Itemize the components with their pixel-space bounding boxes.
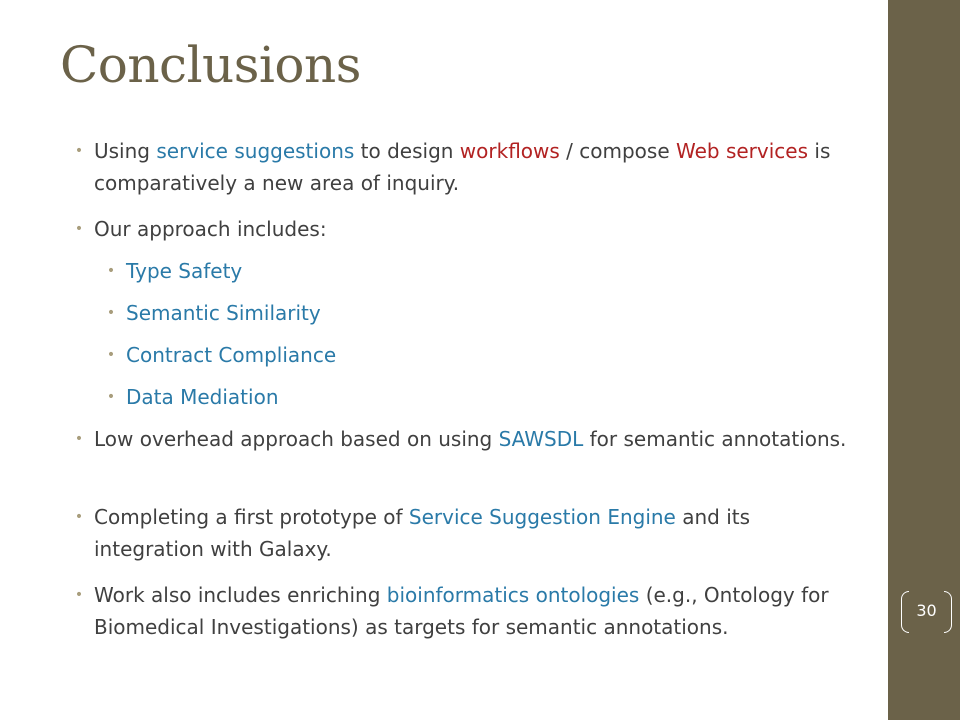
bullet-text-segment: service suggestions [156,139,355,163]
bullet-item [74,423,854,455]
sub-bullet-item [106,339,886,371]
bullet-text-segment: for semantic annotations. [583,427,847,451]
bullet-dot-icon: • [74,509,84,525]
bullet-dot-icon: • [74,143,84,159]
bullet-text-segment: Our approach includes: [94,217,327,241]
slide-title: Conclusions [60,36,361,94]
bullet-dot-icon: • [106,347,116,363]
bullet-text-segment: Low overhead approach based on using [94,427,499,451]
bullet-text-segment: Contract Compliance [126,343,337,367]
bullet-dot-icon: • [74,431,84,447]
bullet-text-segment: bioinformatics ontologies [386,583,640,607]
bullet-dot-icon: • [106,263,116,279]
bullet-dot-icon: • [74,587,84,603]
sub-bullet-item [106,381,886,413]
bullet-text-segment: Web services [676,139,809,163]
bullet-text-segment: Work also includes enriching [94,583,387,607]
bullet-text-segment: workflows [459,139,560,163]
slide-number-badge [901,591,952,633]
bullet-dot-icon: • [106,389,116,405]
bullet-text-segment: Type Safety [126,259,243,283]
bullet-item [74,501,854,565]
bullet-dot-icon: • [106,305,116,321]
bullet-text-segment: Service Suggestion Engine [408,505,676,529]
bullet-item [74,213,854,245]
bullet-text-segment: is comparatively a new area of inquiry. [94,139,831,195]
slide-number: 30 [916,601,937,620]
bullet-text-segment: SAWSDL [498,427,584,451]
bullet-text-segment: Data Mediation [126,385,279,409]
bullet-text-segment: Completing a first prototype of [94,505,409,529]
bullet-text-segment: Semantic Similarity [126,301,321,325]
bullet-dot-icon: • [74,221,84,237]
bullet-text-segment: / compose [559,139,676,163]
bullet-text-segment: Using [94,139,157,163]
bullet-text-segment: to design [354,139,460,163]
sub-bullet-item [106,297,886,329]
bullet-text-segment: (e.g., Ontology for Biomedical Investigations) as targets for semantic annotations. [94,583,829,639]
bullet-item [74,135,854,199]
sub-bullet-item [106,255,886,287]
bullet-text-segment: and its integration with Galaxy. [94,505,751,561]
bullet-item [74,579,854,643]
